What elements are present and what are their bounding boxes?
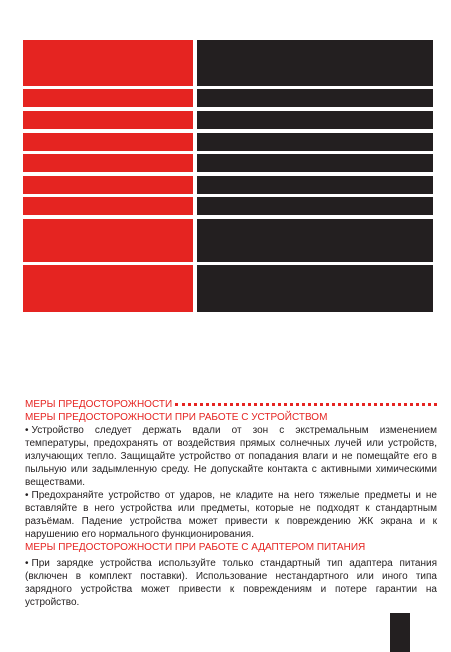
spec-label-cell [23, 133, 193, 151]
spec-row [23, 133, 433, 151]
spec-row [23, 265, 433, 312]
spec-value-cell [197, 154, 433, 172]
precautions-title: МЕРЫ ПРЕДОСТОРОЖНОСТИ [25, 399, 173, 410]
spec-label-cell [23, 154, 193, 172]
spec-label-cell [23, 176, 193, 194]
device-precautions-paragraph [25, 424, 437, 489]
dotted-leader [175, 398, 437, 406]
adapter-precautions-paragraph [25, 557, 437, 609]
precautions-title-row [25, 398, 437, 411]
spec-value-cell [197, 89, 433, 107]
spec-row [23, 176, 433, 194]
spec-value-cell [197, 219, 433, 262]
paragraph-text: При зарядке устройства используйте только стандартный тип адаптера питания (включен в комплект поставки). Использование нестандартного или иного типа зарядного устройства может привести к повреждениям и потере гарантии на устройство. [25, 558, 437, 608]
spec-label-cell [23, 40, 193, 86]
spec-row [23, 89, 433, 107]
spec-row [23, 111, 433, 129]
spec-label-cell [23, 219, 193, 262]
spec-value-cell [197, 133, 433, 151]
spec-value-cell [197, 197, 433, 215]
spec-value-cell [197, 176, 433, 194]
spec-value-cell [197, 40, 433, 86]
spec-value-cell [197, 111, 433, 129]
device-precautions-paragraph [25, 489, 437, 541]
spec-label-cell [23, 111, 193, 129]
spec-row [23, 219, 433, 262]
spec-value-cell [197, 265, 433, 312]
spec-label-cell [23, 197, 193, 215]
device-precautions-heading: МЕРЫ ПРЕДОСТОРОЖНОСТИ ПРИ РАБОТЕ С УСТРОЙСТВОМ [25, 412, 328, 423]
spec-row [23, 40, 433, 86]
adapter-precautions-heading: МЕРЫ ПРЕДОСТОРОЖНОСТИ ПРИ РАБОТЕ С АДАПТЕРОМ ПИТАНИЯ [25, 542, 366, 553]
specifications-table [23, 40, 433, 312]
spec-label-cell [23, 265, 193, 312]
spec-label-cell [23, 89, 193, 107]
paragraph-text: Устройство следует держать вдали от зон с экстремальным изменением температуры, предохранять от воздействия прямых солнечных лучей или устройств, излучающих тепло. Защищайте устройство от попадания влаги и не помещайте его в пыльную или задымленную среду. Не допускайте контакта с активными химическими веществами. [25, 425, 437, 488]
spec-row [23, 197, 433, 215]
spec-row [23, 154, 433, 172]
page-number-block [390, 613, 410, 652]
precautions-section [25, 398, 437, 609]
paragraph-text: Предохраняйте устройство от ударов, не кладите на него тяжелые предметы и не вставляйте в него устройства или предметы, которые не подходят к стандартным разъёмам. Падение устройства может привести к повреждению ЖК экрана и к нарушению его нормального функционирования. [25, 490, 437, 540]
